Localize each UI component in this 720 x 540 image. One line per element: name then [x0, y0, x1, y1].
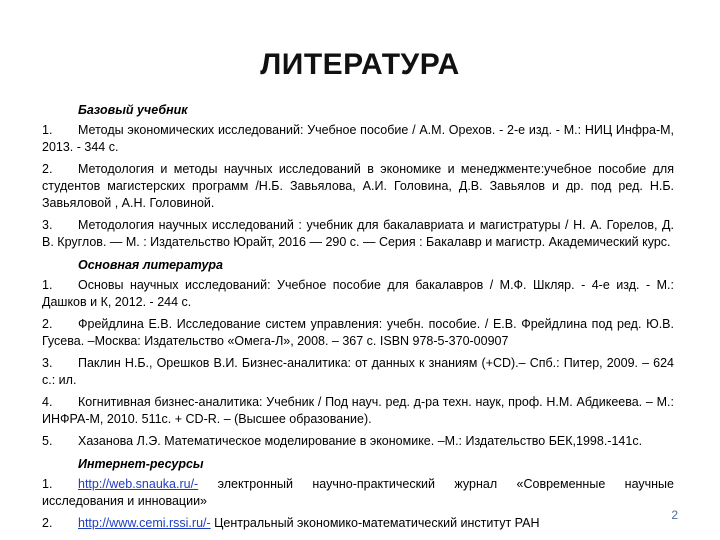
item-number: 2. [42, 162, 53, 176]
section-heading-main-literature: Основная литература [78, 258, 223, 272]
page-title: ЛИТЕРАТУРА [260, 48, 460, 81]
item-number: 3. [42, 356, 53, 370]
item-number: 4. [42, 395, 53, 409]
cemi-link[interactable]: http://www.cemi.rssi.ru/- [78, 516, 211, 530]
item-number: 1. [42, 477, 53, 491]
references-content [42, 96, 674, 537]
item-text: электронный научно-практический журнал «Современные научные исследования и инновации» [42, 477, 674, 508]
snauka-link[interactable]: http://web.snauka.ru/- [78, 477, 199, 491]
reference-item [42, 515, 674, 532]
page-number: 2 [671, 508, 678, 522]
item-text: Хазанова Л.Э. Математическое моделирование в экономике. –М.: Издательство БЕК,1998.-141с. [78, 434, 643, 448]
reference-item [42, 161, 674, 212]
reference-item [42, 394, 674, 428]
item-number: 5. [42, 434, 53, 448]
reference-item [42, 316, 674, 350]
reference-item [42, 217, 674, 251]
reference-item [42, 355, 674, 389]
reference-item [42, 277, 674, 311]
item-text: Основы научных исследований: Учебное пособие для бакалавров / М.Ф. Шкляр. - 4-е изд. - М.: Дашков и К, 2012. - 244 с. [42, 278, 674, 309]
item-text: Когнитивная бизнес-аналитика: Учебник / Под науч. ред. д-ра техн. наук, проф. Н.М. Абдикеева. – М.: ИНФРА-М, 2010. 511с. + CD-R. – (Высшее образование). [42, 395, 674, 426]
item-text: Центральный экономико-математический институт РАН [210, 516, 540, 530]
item-number: 1. [42, 278, 53, 292]
item-text: Методология и методы научных исследований в экономике и менеджменте:учебное пособие для студентов магистерских программ /Н.Б. Завьялова, А.И. Головина, Д.В. Завьялов и др. под ред. Н.Б. Завьяловой , А.Н. Головиной. [42, 162, 674, 210]
item-text: Методы экономических исследований: Учебное пособие / А.М. Орехов. - 2-е изд. - М.: НИЦ Инфра-М, 2013. - 344 с. [42, 123, 674, 154]
reference-item [42, 476, 674, 510]
item-number: 2. [42, 317, 53, 331]
item-text: Методология научных исследований : учебник для бакалавриата и магистратуры / Н. А. Горелов, Д. В. Круглов. — М. : Издательство Юрайт, 2016 — 290 с. — Серия : Бакалавр и магистр. Академический курс. [42, 218, 674, 249]
item-number: 1. [42, 123, 53, 137]
item-number: 3. [42, 218, 53, 232]
section-heading-base-textbook: Базовый учебник [78, 103, 188, 117]
reference-item [42, 122, 674, 156]
item-text: Паклин Н.Б., Орешков В.И. Бизнес-аналитика: от данных к знаниям (+CD).– Спб.: Питер, 2009. – 624 с.: ил. [42, 356, 674, 387]
item-text: Фрейдлина Е.В. Исследование систем управления: учебн. пособие. / Е.В. Фрейдлина под ред. Ю.В. Гусева. –Москва: Издательство «Омега-Л», 2008. – 367 с. ISBN 978-5-370-00907 [42, 317, 674, 348]
reference-item [42, 433, 674, 450]
section-heading-internet-resources: Интернет-ресурсы [78, 457, 204, 471]
item-number: 2. [42, 516, 53, 530]
